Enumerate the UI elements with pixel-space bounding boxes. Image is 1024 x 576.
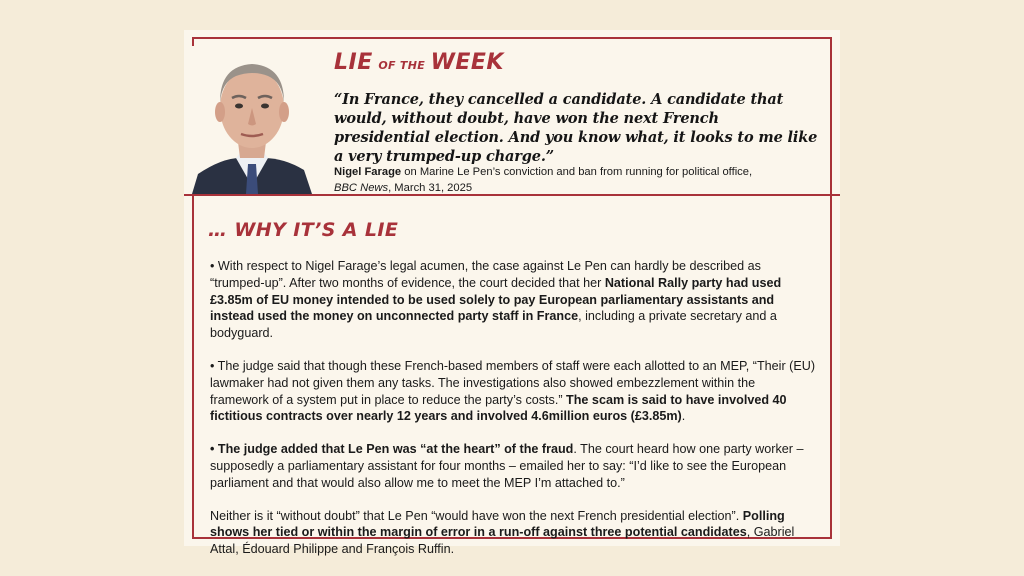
pull-quote: “In France, they cancelled a candidate. A candidate that would, without doubt, have won the next French presidential election. And you know what, it looks to me like a very trumped-up charge.” [334,91,818,165]
explanation-body [210,258,816,574]
body-text: . The court heard how one party worker – supposedly a parliamentary assistant for four months – emailed her to say: “I’d like to see the European parliament and that would also allow me to meet the MEP I’m attached to.” [210,442,804,490]
title-of-the: OF THE [378,59,426,72]
bold-text: • The judge added that Le Pen was “at the heart” of the fraud [210,442,574,457]
bold-text: National Rally party had used £3.85m of EU money intended to be used solely to pay European parliamentary assistants and instead used the money on unconnected party staff in France [210,275,782,324]
why-its-a-lie-heading: … WHY IT’S A LIE [208,219,399,241]
title-lie: LIE [334,50,373,75]
source-name: BBC News [334,182,389,194]
body-text: • With respect to Nigel Farage’s legal acumen, the case against Le Pen can hardly be described as “trumped-up”. After two months of evidence, the court decided that her [210,259,761,290]
portrait-photo [192,46,312,194]
body-paragraph [210,441,816,491]
title-week: WEEK [430,50,504,75]
source-date: , March 31, 2025 [388,182,473,194]
body-text: • The judge said that though these French-based members of staff were each allotted to an MEP, “Their (EU) lawmaker had not given them any tasks. The investigations also showed embezzlement within the framework of a system put in place to reduce the party’s costs.” [210,358,816,407]
body-text: , including a private secretary and a bodyguard. [210,309,777,341]
lie-of-the-week-title [334,50,504,75]
body-text: Neither is it “without doubt” that Le Pen “would have won the next French presidential election”. [210,508,743,523]
attribution-description: on Marine Le Pen’s conviction and ban from running for political office, [401,166,753,178]
quote-attribution [334,164,824,196]
body-paragraph [210,358,816,425]
bold-text: Polling shows her tied or within the margin of error in a run-off against three potential candidates [210,508,785,540]
bold-text: The scam is said to have involved 40 fictitious contracts over nearly 12 years and involved 4.6million euros (£3.85m) [210,392,787,424]
body-text: , Gabriel Attal, Édouard Philippe and François Ruffin. [210,525,795,557]
speaker-name: Nigel Farage [334,166,402,178]
lie-of-the-week-card [184,30,840,557]
body-paragraph [210,508,816,558]
body-paragraph [210,258,816,342]
body-text: . [681,409,686,424]
